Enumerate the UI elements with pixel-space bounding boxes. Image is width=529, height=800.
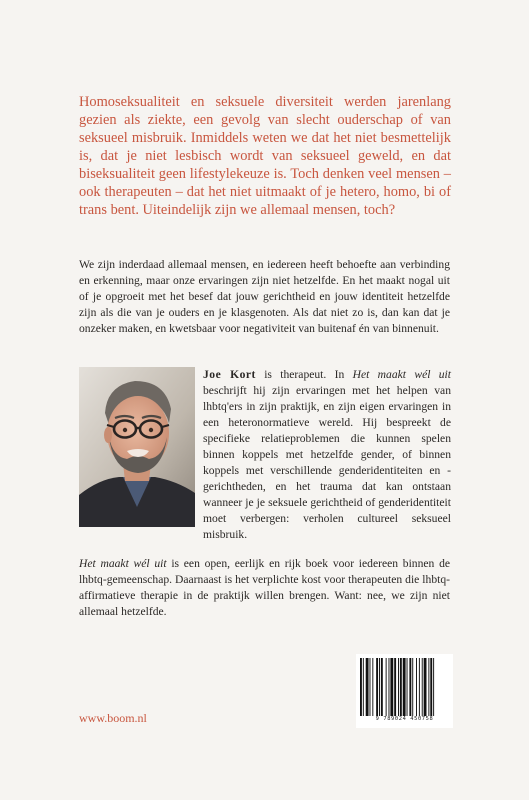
barcode-bar xyxy=(360,658,362,716)
barcode-bar xyxy=(430,658,432,716)
barcode-bar xyxy=(379,658,380,716)
barcode-bar xyxy=(386,658,387,716)
barcode-bar xyxy=(372,658,373,716)
bio-text-b: beschrijft hij zijn ervaringen met het helpen van lhbtq'ers in zijn praktijk, en zijn eigen ervaringen in een heteronormatieve wereld. Hij bespreekt de specifieke relatieproblemen die kunnen spelen binnen koppels met hetzelfde gender, of binnen koppels met verschillende genderidentiteiten en -gerichtheden, en het trauma dat kan ontstaan wanneer je je seksuele gerichtheid of genderidentiteit moet verbergen: verholen cultureel seksueel misbruik. xyxy=(203,384,451,541)
author-bio xyxy=(203,367,451,543)
barcode-bar xyxy=(409,658,411,716)
barcode-bar xyxy=(412,658,413,716)
barcode-bar xyxy=(433,658,434,716)
barcode-bar xyxy=(390,658,393,716)
barcode-bar xyxy=(422,658,423,716)
barcode-bar xyxy=(398,658,399,716)
paragraph-1: We zijn inderdaad allemaal mensen, en iedereen heeft behoefte aan verbinding en erkenning, maar onze ervaringen zijn niet hetzelfde. En het maakt nogal uit of je opgroeit met het besef dat jouw gerichtheid en jouw identiteit hetzelfde zijn als die van je ouders en je klasgenoten. Als dat niet zo is, dan kan dat je onzeker maken, en kwetsbaar voor negativiteit van buitenaf én van binnenuit. xyxy=(79,258,450,335)
isbn-number: 9 789024 450758 xyxy=(375,716,434,722)
bio-text-a: is therapeut. In xyxy=(255,368,353,381)
barcode-bar xyxy=(394,658,396,716)
barcode-bar xyxy=(363,658,364,716)
barcode-bar xyxy=(400,658,402,716)
paragraph-3 xyxy=(79,556,450,620)
barcode-bar xyxy=(376,658,378,716)
barcode-bar xyxy=(370,658,371,716)
bio-book-title: Het maakt wél uit xyxy=(352,368,451,381)
p3-text: is een open, eerlijk en rijk boek voor iedereen binnen de lhbtq-gemeenschap. Daarnaast is het verplichte kost voor therapeuten die lhbtq-affirmatieve therapie in de praktijk willen brengen. Want: nee, we zijn niet allemaal hetzelfde. xyxy=(79,557,451,618)
barcode-bar xyxy=(366,658,369,716)
p3-book-title: Het maakt wél uit xyxy=(79,557,167,570)
barcode-bar xyxy=(381,658,383,716)
barcode-bar xyxy=(403,658,406,716)
barcode-bar xyxy=(424,658,427,716)
intro-blurb: Homoseksualiteit en seksuele diversiteit werden jarenlang gezien als ziekte, een gevolg van slecht ouderschap of van seksueel misbruik. Inmiddels weten we dat het niet besmettelijk is, dat je niet lesbisch wordt van seksueel geweld, en dat biseksualiteit geen lifestylekeuze is. Toch denken veel mensen – ook therapeuten – dat het niet uitmaakt of je hetero, homo, bi of trans bent. Uiteindelijk zijn we allemaal mensen, toch? xyxy=(79,94,451,218)
barcode-bar xyxy=(419,658,420,716)
publisher-url[interactable]: www.boom.nl xyxy=(79,711,147,725)
barcode-bar xyxy=(428,658,429,716)
barcode-bar xyxy=(389,658,390,716)
author-photo xyxy=(79,367,195,527)
barcode-bar xyxy=(407,658,408,716)
author-name: Joe Kort xyxy=(203,368,256,381)
barcode-bar xyxy=(416,658,417,716)
